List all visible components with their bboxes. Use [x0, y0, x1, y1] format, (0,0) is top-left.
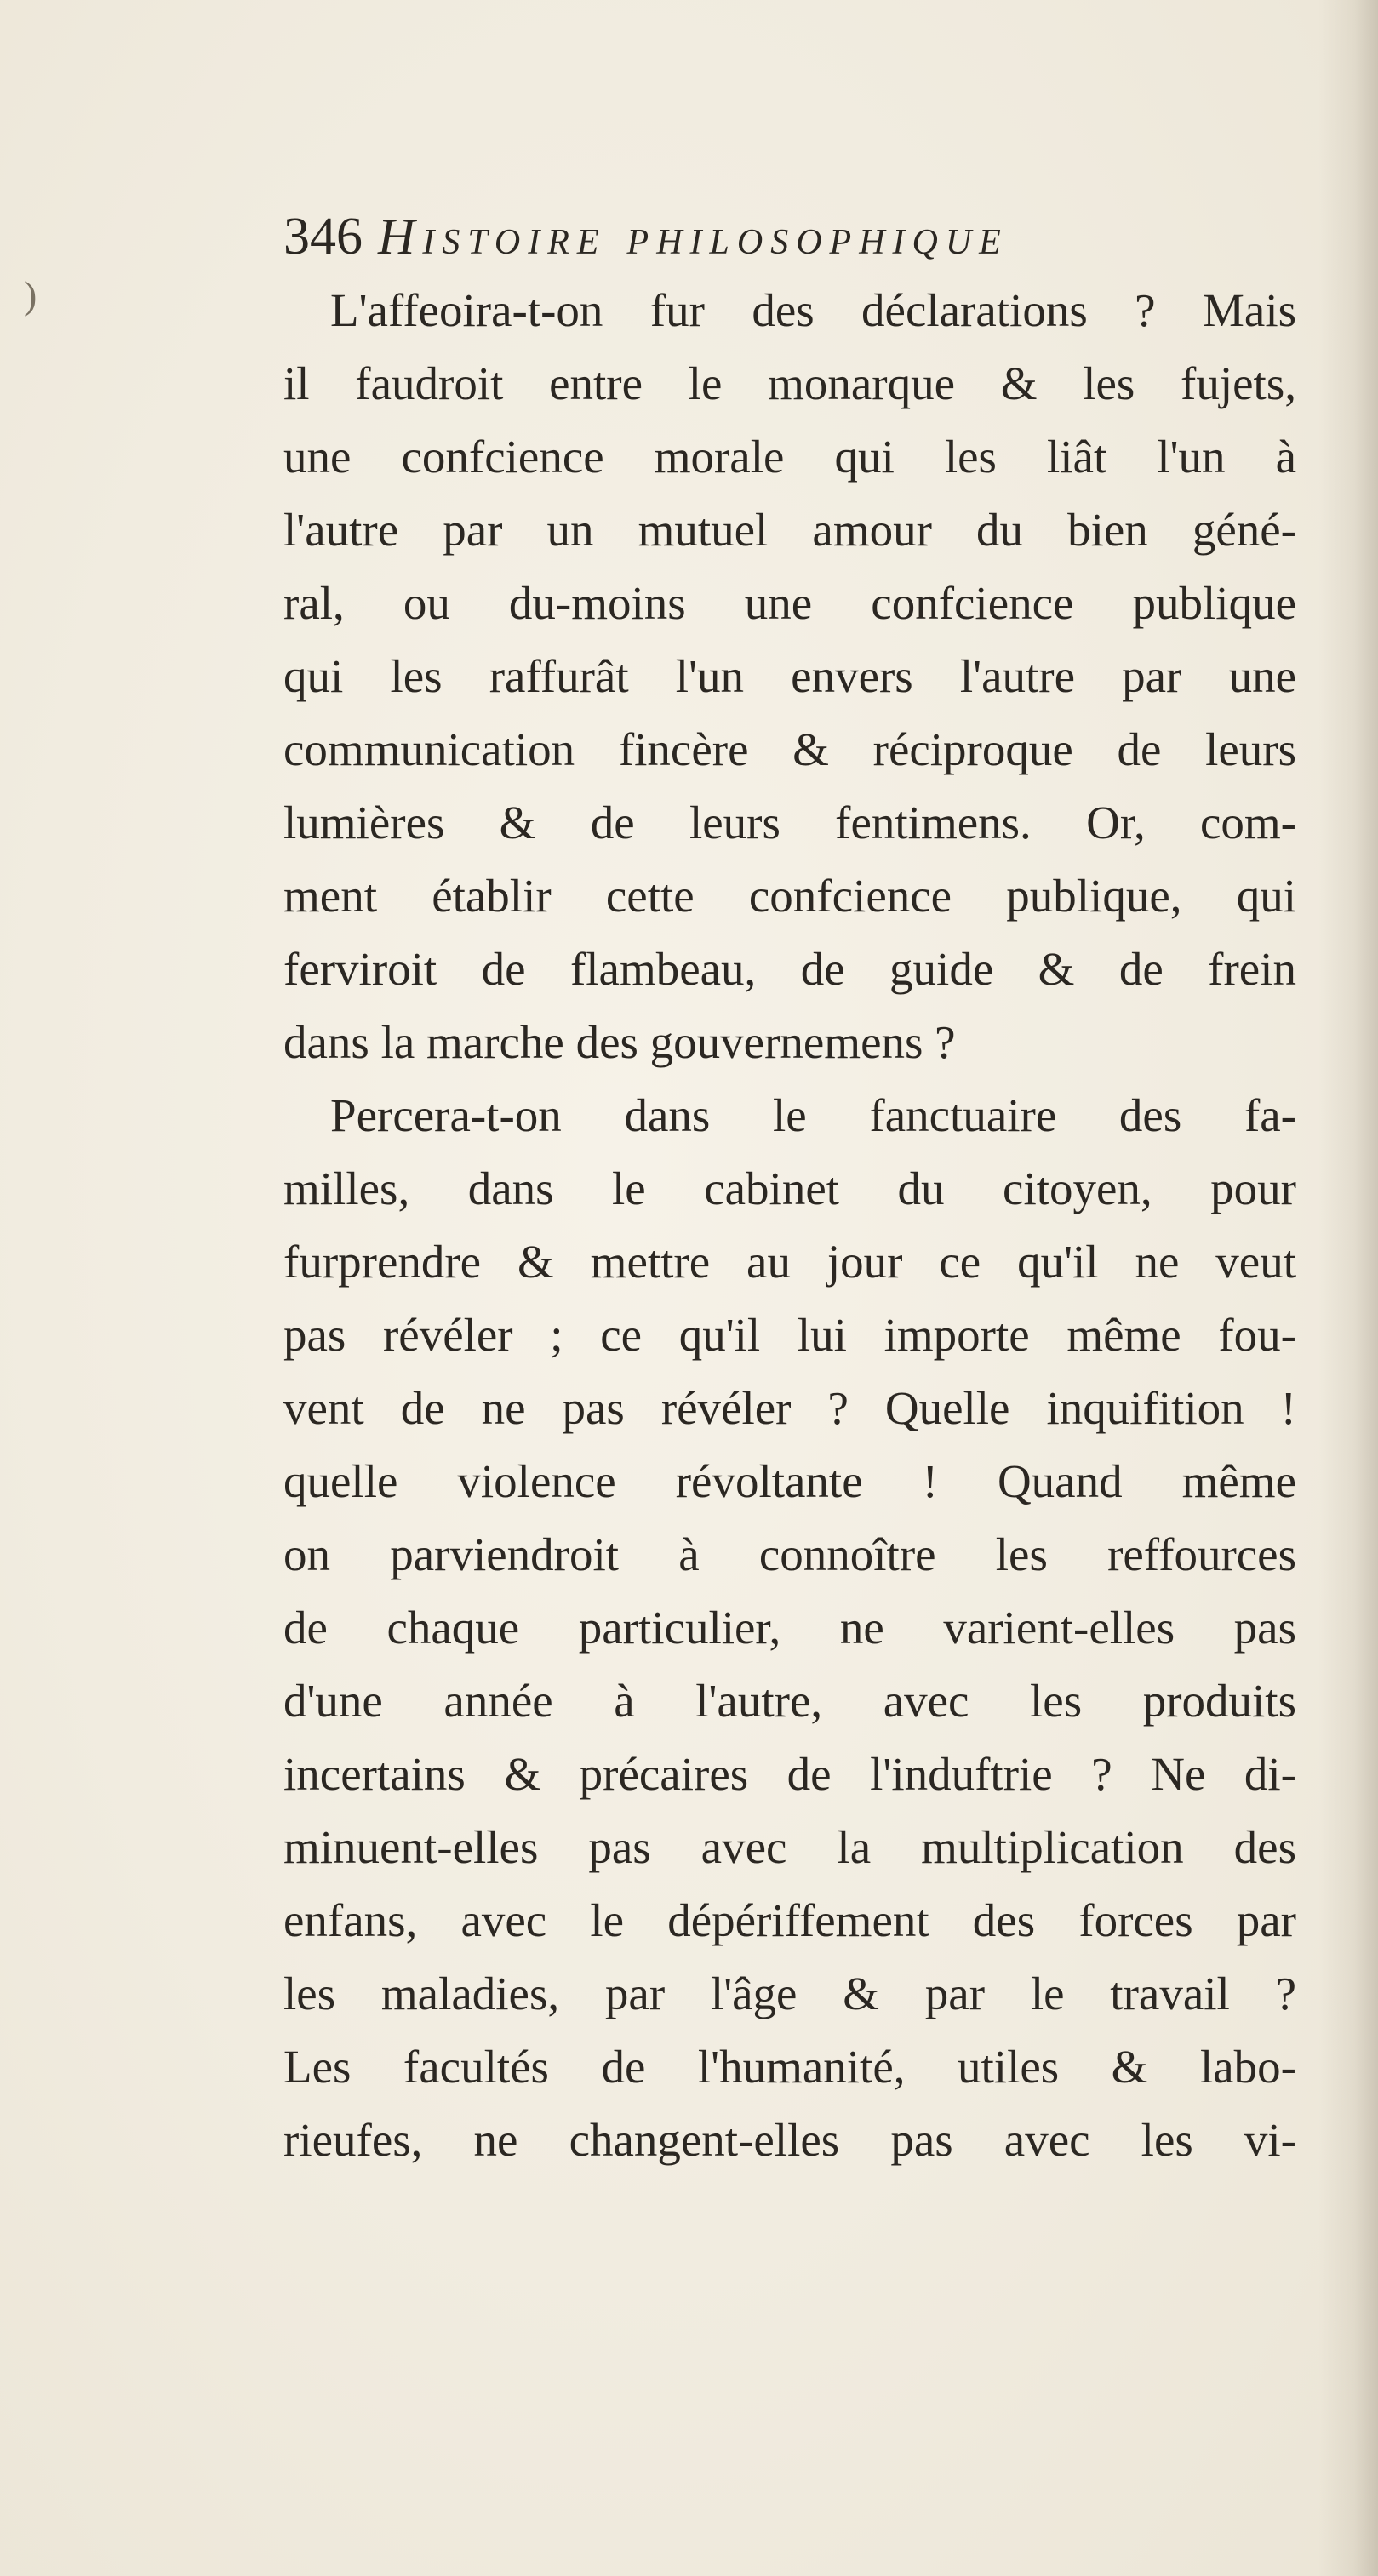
text-line: L'affeoira-t-on fur des déclarations ? Mais: [330, 284, 1296, 336]
text-line: lumières & de leurs fentimens. Or, com-: [283, 797, 1296, 848]
text-line: ment établir cette confcience publique, qui: [283, 870, 1296, 922]
text-line: de chaque particulier, ne varient-elles pas: [283, 1602, 1296, 1654]
text-line: Les facultés de l'humanité, utiles & labo-: [283, 2041, 1296, 2093]
body-text: [283, 274, 1296, 2177]
margin-mark: ): [24, 273, 37, 317]
text-line: dans la marche des gouvernemens ?: [283, 1016, 956, 1068]
text-line: on parviendroit à connoître les reffources: [283, 1528, 1296, 1580]
text-line: il faudroit entre le monarque & les fujets,: [283, 357, 1296, 409]
text-line: d'une année à l'autre, avec les produits: [283, 1675, 1296, 1727]
text-line: minuent-elles pas avec la multiplication des: [283, 1821, 1296, 1873]
text-line: enfans, avec le dépériffement des forces par: [283, 1894, 1296, 1946]
page-gutter-shadow: [1318, 0, 1378, 2576]
page-number: 346: [283, 208, 363, 266]
text-line: ral, ou du-moins une confcience publique: [283, 577, 1296, 629]
text-line: milles, dans le cabinet du citoyen, pour: [283, 1162, 1296, 1214]
text-line: ferviroit de flambeau, de guide & de frein: [283, 943, 1296, 995]
text-line: rieufes, ne changent-elles pas avec les vi-: [283, 2114, 1296, 2166]
text-line: Percera-t-on dans le fanctuaire des fa-: [330, 1089, 1296, 1141]
text-line: pas révéler ; ce qu'il lui importe même fou-: [283, 1309, 1296, 1361]
text-line: communication fincère & réciproque de leurs: [283, 723, 1296, 775]
text-line: quelle violence révoltante ! Quand même: [283, 1455, 1296, 1507]
text-line: vent de ne pas révéler ? Quelle inquifition !: [283, 1382, 1296, 1434]
text-line: les maladies, par l'âge & par le travail ?: [283, 1968, 1296, 2019]
text-line: l'autre par un mutuel amour du bien géné-: [283, 504, 1296, 556]
text-line: incertains & précaires de l'induftrie ? Ne di-: [283, 1748, 1296, 1800]
running-title: Histoire philosophique: [378, 208, 1009, 265]
text-line: furprendre & mettre au jour ce qu'il ne veut: [283, 1236, 1296, 1288]
running-header: [283, 203, 1292, 271]
text-line: une confcience morale qui les liât l'un à: [283, 431, 1296, 483]
text-line: qui les raffurât l'un envers l'autre par une: [283, 650, 1296, 702]
